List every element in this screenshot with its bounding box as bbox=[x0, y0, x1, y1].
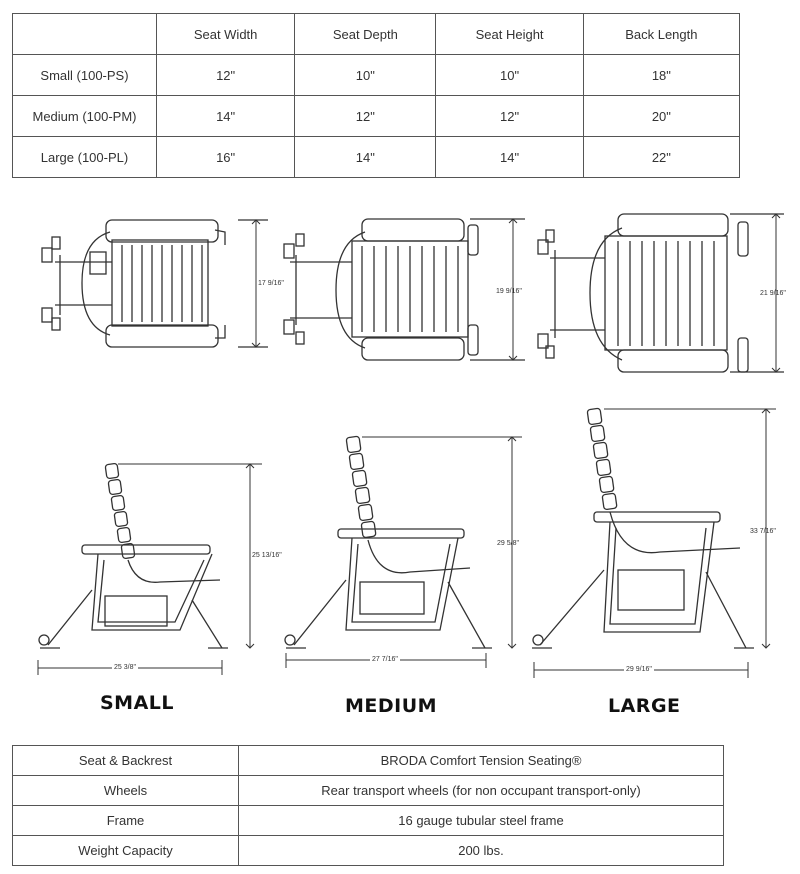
header-back-length: Back Length bbox=[583, 14, 739, 55]
small-depth-dimension: 17 9/16" bbox=[258, 280, 284, 287]
cell-seat-height: 12" bbox=[436, 96, 583, 137]
cell-back-length: 20" bbox=[583, 96, 739, 137]
cell-seat-height: 14" bbox=[436, 137, 583, 178]
cell-seat-height: 10" bbox=[436, 55, 583, 96]
side-view-small bbox=[38, 463, 262, 675]
medium-length-dimension: 27 7/16" bbox=[372, 656, 398, 663]
table-row bbox=[13, 746, 724, 776]
top-view-small bbox=[42, 220, 268, 347]
large-height-dimension: 33 7/16" bbox=[750, 528, 776, 535]
header-seat-depth: Seat Depth bbox=[295, 14, 436, 55]
table-row bbox=[13, 806, 724, 836]
header-seat-width: Seat Width bbox=[157, 14, 295, 55]
large-length-dimension: 29 9/16" bbox=[626, 666, 652, 673]
cell-back-length: 22" bbox=[583, 137, 739, 178]
cell-seat-width: 14" bbox=[157, 96, 295, 137]
row-size: Medium (100-PM) bbox=[13, 96, 157, 137]
spec-label: Weight Capacity bbox=[13, 836, 239, 866]
size-label-small: SMALL bbox=[100, 692, 175, 714]
spec-label: Wheels bbox=[13, 776, 239, 806]
cell-seat-width: 12" bbox=[157, 55, 295, 96]
spec-label: Seat & Backrest bbox=[13, 746, 239, 776]
spec-table bbox=[12, 745, 724, 866]
spec-value: 200 lbs. bbox=[239, 836, 724, 866]
cell-seat-depth: 12" bbox=[295, 96, 436, 137]
cell-seat-width: 16" bbox=[157, 137, 295, 178]
spec-label: Frame bbox=[13, 806, 239, 836]
small-length-dimension: 25 3/8" bbox=[114, 664, 136, 671]
large-depth-dimension: 21 9/16" bbox=[760, 290, 786, 297]
spec-value: 16 gauge tubular steel frame bbox=[239, 806, 724, 836]
top-view-large bbox=[538, 214, 784, 372]
table-row bbox=[13, 836, 724, 866]
header-seat-height: Seat Height bbox=[436, 14, 583, 55]
side-view-medium bbox=[285, 436, 522, 668]
cell-seat-depth: 10" bbox=[295, 55, 436, 96]
spec-value: BRODA Comfort Tension Seating® bbox=[239, 746, 724, 776]
table-row bbox=[13, 776, 724, 806]
size-label-large: LARGE bbox=[608, 695, 681, 717]
medium-height-dimension: 29 5/8" bbox=[497, 540, 519, 547]
small-height-dimension: 25 13/16" bbox=[252, 552, 282, 559]
side-view-large bbox=[532, 408, 776, 678]
row-size: Small (100-PS) bbox=[13, 55, 157, 96]
size-label-medium: MEDIUM bbox=[345, 695, 438, 717]
medium-depth-dimension: 19 9/16" bbox=[496, 288, 522, 295]
top-view-medium bbox=[284, 219, 525, 360]
cell-seat-depth: 14" bbox=[295, 137, 436, 178]
row-size: Large (100-PL) bbox=[13, 137, 157, 178]
spec-value: Rear transport wheels (for non occupant transport-only) bbox=[239, 776, 724, 806]
cell-back-length: 18" bbox=[583, 55, 739, 96]
